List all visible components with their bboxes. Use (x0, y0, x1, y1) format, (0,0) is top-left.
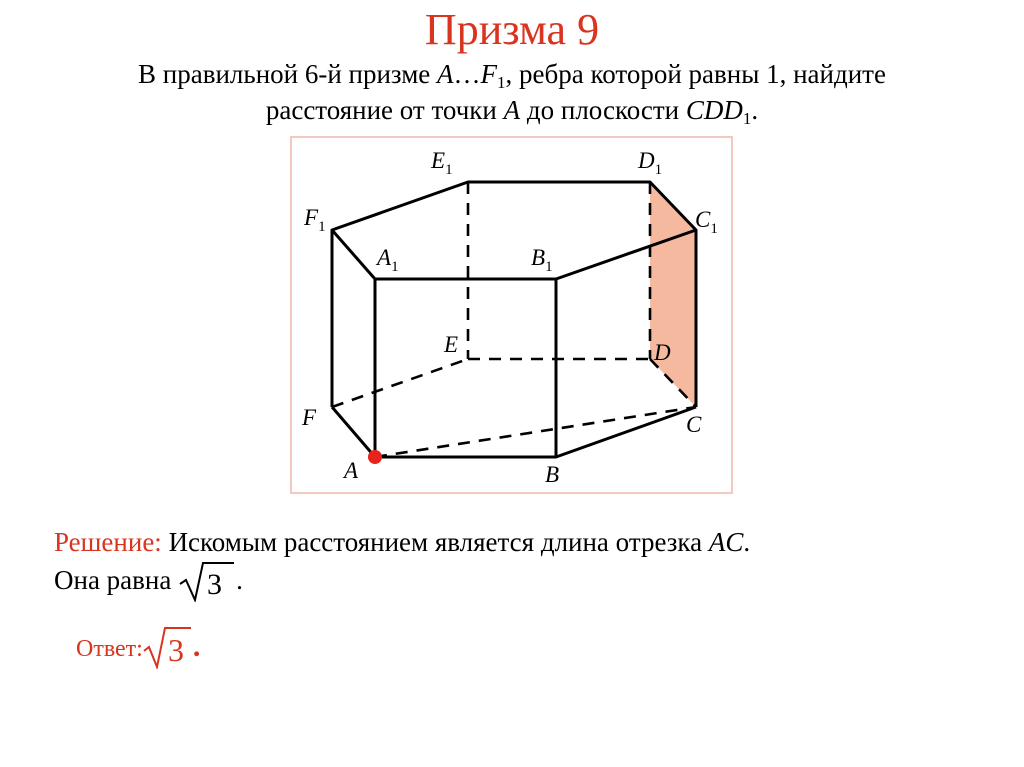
problem-line-2 (30, 92, 994, 128)
subscript: 1 (497, 73, 506, 92)
prism-diagram (292, 138, 735, 496)
answer-label: Ответ: (76, 636, 143, 662)
prism-figure (290, 136, 733, 494)
label-b: B (545, 462, 560, 487)
problem-text: до плоскости (520, 95, 686, 125)
problem-text: В правильной 6-й призме (138, 59, 438, 89)
bottom-front-edges (332, 407, 696, 457)
label-a1: $A_1$ (377, 245, 399, 275)
problem-text: расстояние от точки (265, 95, 504, 125)
visible-edges (332, 182, 696, 457)
sqrt-symbol (143, 625, 193, 669)
hidden-edges (332, 182, 696, 457)
radicand: 3 (207, 567, 223, 601)
answer-end: . (192, 630, 201, 663)
solution-text: Она равна (54, 565, 179, 595)
segment-name: AC (708, 527, 744, 557)
solution-line-1 (54, 524, 994, 560)
label-f: F (302, 405, 317, 430)
problem-text: . (751, 95, 759, 125)
radicand: 3 (167, 632, 184, 669)
problem-statement (30, 56, 994, 128)
var-a: A (437, 59, 454, 89)
label-d1: $D_1$ (638, 148, 663, 178)
problem-line-1 (30, 56, 994, 92)
edge-f-e (332, 359, 468, 407)
ellipsis: … (453, 59, 481, 89)
label-f1: $F_1$ (304, 205, 326, 235)
label-e1: $E_1$ (431, 148, 453, 178)
face-cdd1c1 (650, 182, 696, 407)
point-a (368, 450, 382, 464)
solution-text: . (236, 565, 243, 595)
solution-block (54, 524, 994, 602)
solution-label: Решение: (54, 527, 162, 557)
label-c1: $C_1$ (695, 207, 718, 237)
label-e: E (444, 332, 459, 357)
label-a: A (344, 458, 359, 483)
segment-ac (375, 407, 696, 457)
label-d: D (654, 340, 671, 365)
slide-title: Призма 9 (424, 5, 600, 54)
solution-text: Искомым расстоянием является длина отрезка (161, 527, 709, 557)
label-b1: $B_1$ (531, 245, 553, 275)
plane-name: CDD (685, 95, 743, 125)
label-c: C (686, 412, 702, 437)
problem-text: , ребра которой равны 1, найдите (505, 59, 886, 89)
subscript: 1 (742, 109, 752, 128)
solution-text: . (743, 527, 751, 557)
answer-block (76, 622, 200, 674)
sqrt-symbol (178, 560, 236, 602)
var-a: A (503, 95, 521, 125)
solution-line-2 (54, 562, 994, 602)
var-f: F (480, 59, 498, 89)
